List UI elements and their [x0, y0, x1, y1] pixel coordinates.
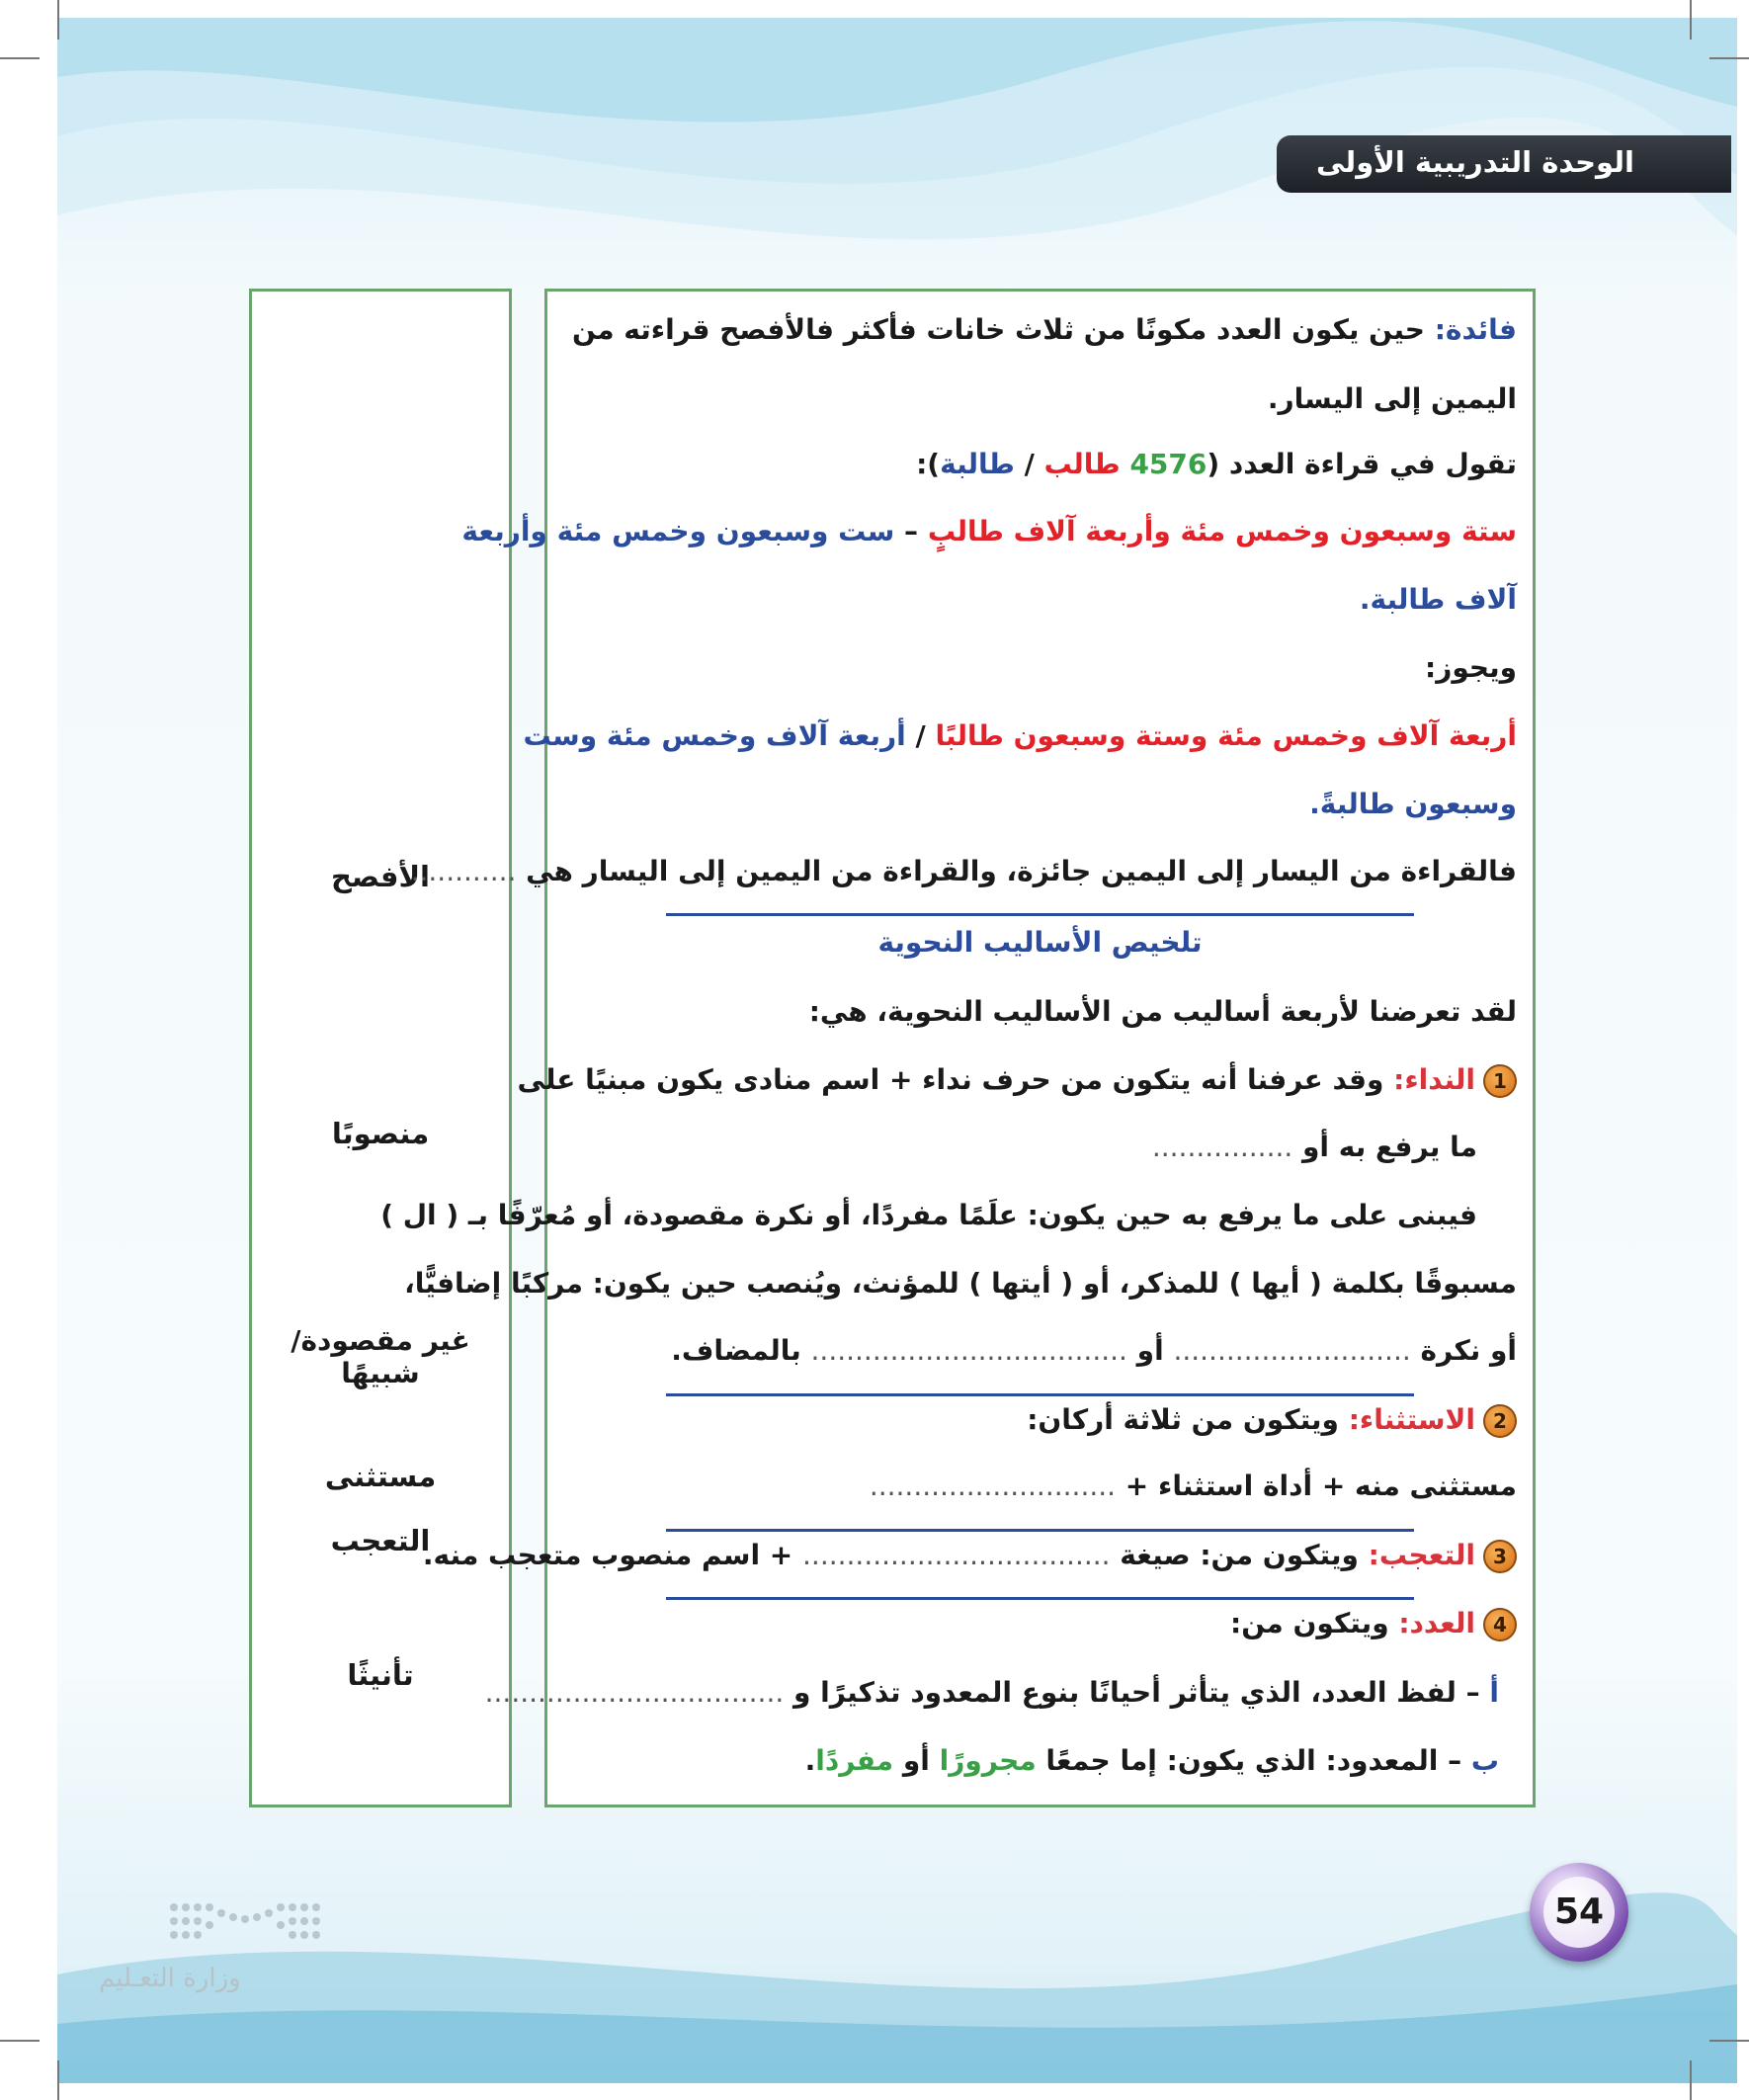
nidaa-line-2: ما يرفع به أو ................: [1151, 1131, 1477, 1163]
unit-title: الوحدة التدريبية الأولى: [1315, 145, 1634, 179]
number-badge-4: 4: [1483, 1608, 1517, 1641]
example-line: تقول في قراءة العدد (4576 طالب / طالبة):: [916, 448, 1517, 480]
answer-2: منصوبًا: [331, 1117, 430, 1150]
crop-mark: [0, 57, 40, 59]
blank-2: ................: [1151, 1131, 1293, 1163]
unit-header: [1277, 135, 1731, 193]
crop-mark: [1690, 2060, 1692, 2100]
blank-4: ....................................: [810, 1334, 1127, 1367]
blank-6: ...................................: [802, 1539, 1111, 1571]
number-badge-1: 1: [1483, 1064, 1517, 1098]
blank-3: ...........................: [1173, 1334, 1411, 1367]
taajjub-line: 3التعجب: ويتكون من: صيغة ................................... + اسم منصوب متعجب منه.: [563, 1539, 1517, 1573]
page-number-badge: [1530, 1863, 1628, 1962]
number-badge-2: 2: [1483, 1404, 1517, 1438]
conclusion-line: فالقراءة من اليسار إلى اليمين جائزة، والقراءة من اليمين إلى اليسار هي ............: [410, 855, 1517, 887]
summary-intro: لقد تعرضنا لأربعة أساليب من الأساليب النحوية، هي:: [808, 995, 1517, 1028]
answer-3: غير مقصودة/شبيهًا: [291, 1324, 470, 1389]
answer-5: التعجب: [330, 1524, 431, 1557]
nidaa-line-4: مسبوقًا بكلمة ( أيها ) للمذكر، أو ( أيتها ) للمؤنث، ويُنصب حين يكون: مركبًا إضافيًّا،: [404, 1267, 1517, 1300]
page-number: 54: [1543, 1877, 1615, 1948]
fact-label: فائدة:: [1434, 313, 1517, 346]
blank-1: ............: [410, 855, 517, 887]
intro-line-2: اليمين إلى اليسار.: [1267, 382, 1517, 415]
ministry-logo-icon: [168, 1899, 326, 1949]
adad-line-1: 4العدد: ويتكون من:: [563, 1607, 1517, 1641]
divider: [666, 1529, 1414, 1532]
crop-mark: [1709, 57, 1749, 59]
blank-7: ..................................: [484, 1676, 785, 1709]
ministry-logo-text: وزارة التعـليم: [99, 1964, 241, 1993]
blank-5: ............................: [869, 1470, 1117, 1502]
istithnaa-line-1: 2الاستثناء: ويتكون من ثلاثة أركان:: [563, 1403, 1517, 1438]
answer-6: تأنيثًا: [347, 1658, 414, 1692]
number-badge-3: 3: [1483, 1540, 1517, 1573]
crop-mark: [1709, 2040, 1749, 2042]
crop-mark: [0, 2040, 40, 2042]
reading-alt-line-2: وسبعون طالبةً.: [1309, 788, 1517, 820]
reading-line-1: ستة وسبعون وخمس مئة وأربعة آلاف طالبٍ – ست وسبعون وخمس مئة وأربعة: [461, 515, 1517, 547]
crop-mark: [57, 0, 59, 40]
nidaa-line-5: أو نكرة ........................... أو .................................... بالمضاف.: [671, 1334, 1517, 1367]
example-number: 4576: [1129, 448, 1208, 480]
answer-4: مستثنى: [324, 1460, 437, 1493]
intro-line-1: فائدة: حين يكون العدد مكونًا من ثلاث خانات فأكثر فالأفصح قراءته من: [572, 313, 1517, 346]
reading-line-2: آلاف طالبة.: [1359, 583, 1517, 616]
nidaa-line-3: فيبنى على ما يرفع به حين يكون: علَمًا مفردًا، أو نكرة مقصودة، أو مُعرّفًا بـ ( ال ): [380, 1199, 1477, 1231]
adad-line-b: ب – المعدود: الذي يكون: إما جمعًا مجرورًا أو مفردًا.: [804, 1744, 1499, 1777]
reading-alt-line-1: أربعة آلاف وخمس مئة وستة وسبعون طالبًا / أربعة آلاف وخمس مئة وست: [523, 719, 1517, 752]
nidaa-line-1: 1النداء: وقد عرفنا أنه يتكون من حرف نداء + اسم منادى يكون مبنيًا على: [563, 1063, 1517, 1098]
divider: [666, 1393, 1414, 1396]
adad-line-a: أ – لفظ العدد، الذي يتأثر أحيانًا بنوع المعدود تذكيرًا و ..................................: [484, 1676, 1499, 1709]
crop-mark: [57, 2060, 59, 2100]
answer-1: الأفصح: [331, 860, 430, 893]
divider: [666, 913, 1414, 916]
summary-title: تلخيص الأساليب النحوية: [877, 926, 1203, 959]
allowed-label: ويجوز:: [1425, 651, 1517, 684]
divider: [666, 1597, 1414, 1600]
crop-mark: [1690, 0, 1692, 40]
istithnaa-line-2: مستثنى منه + أداة استثناء + ............................: [869, 1470, 1517, 1502]
